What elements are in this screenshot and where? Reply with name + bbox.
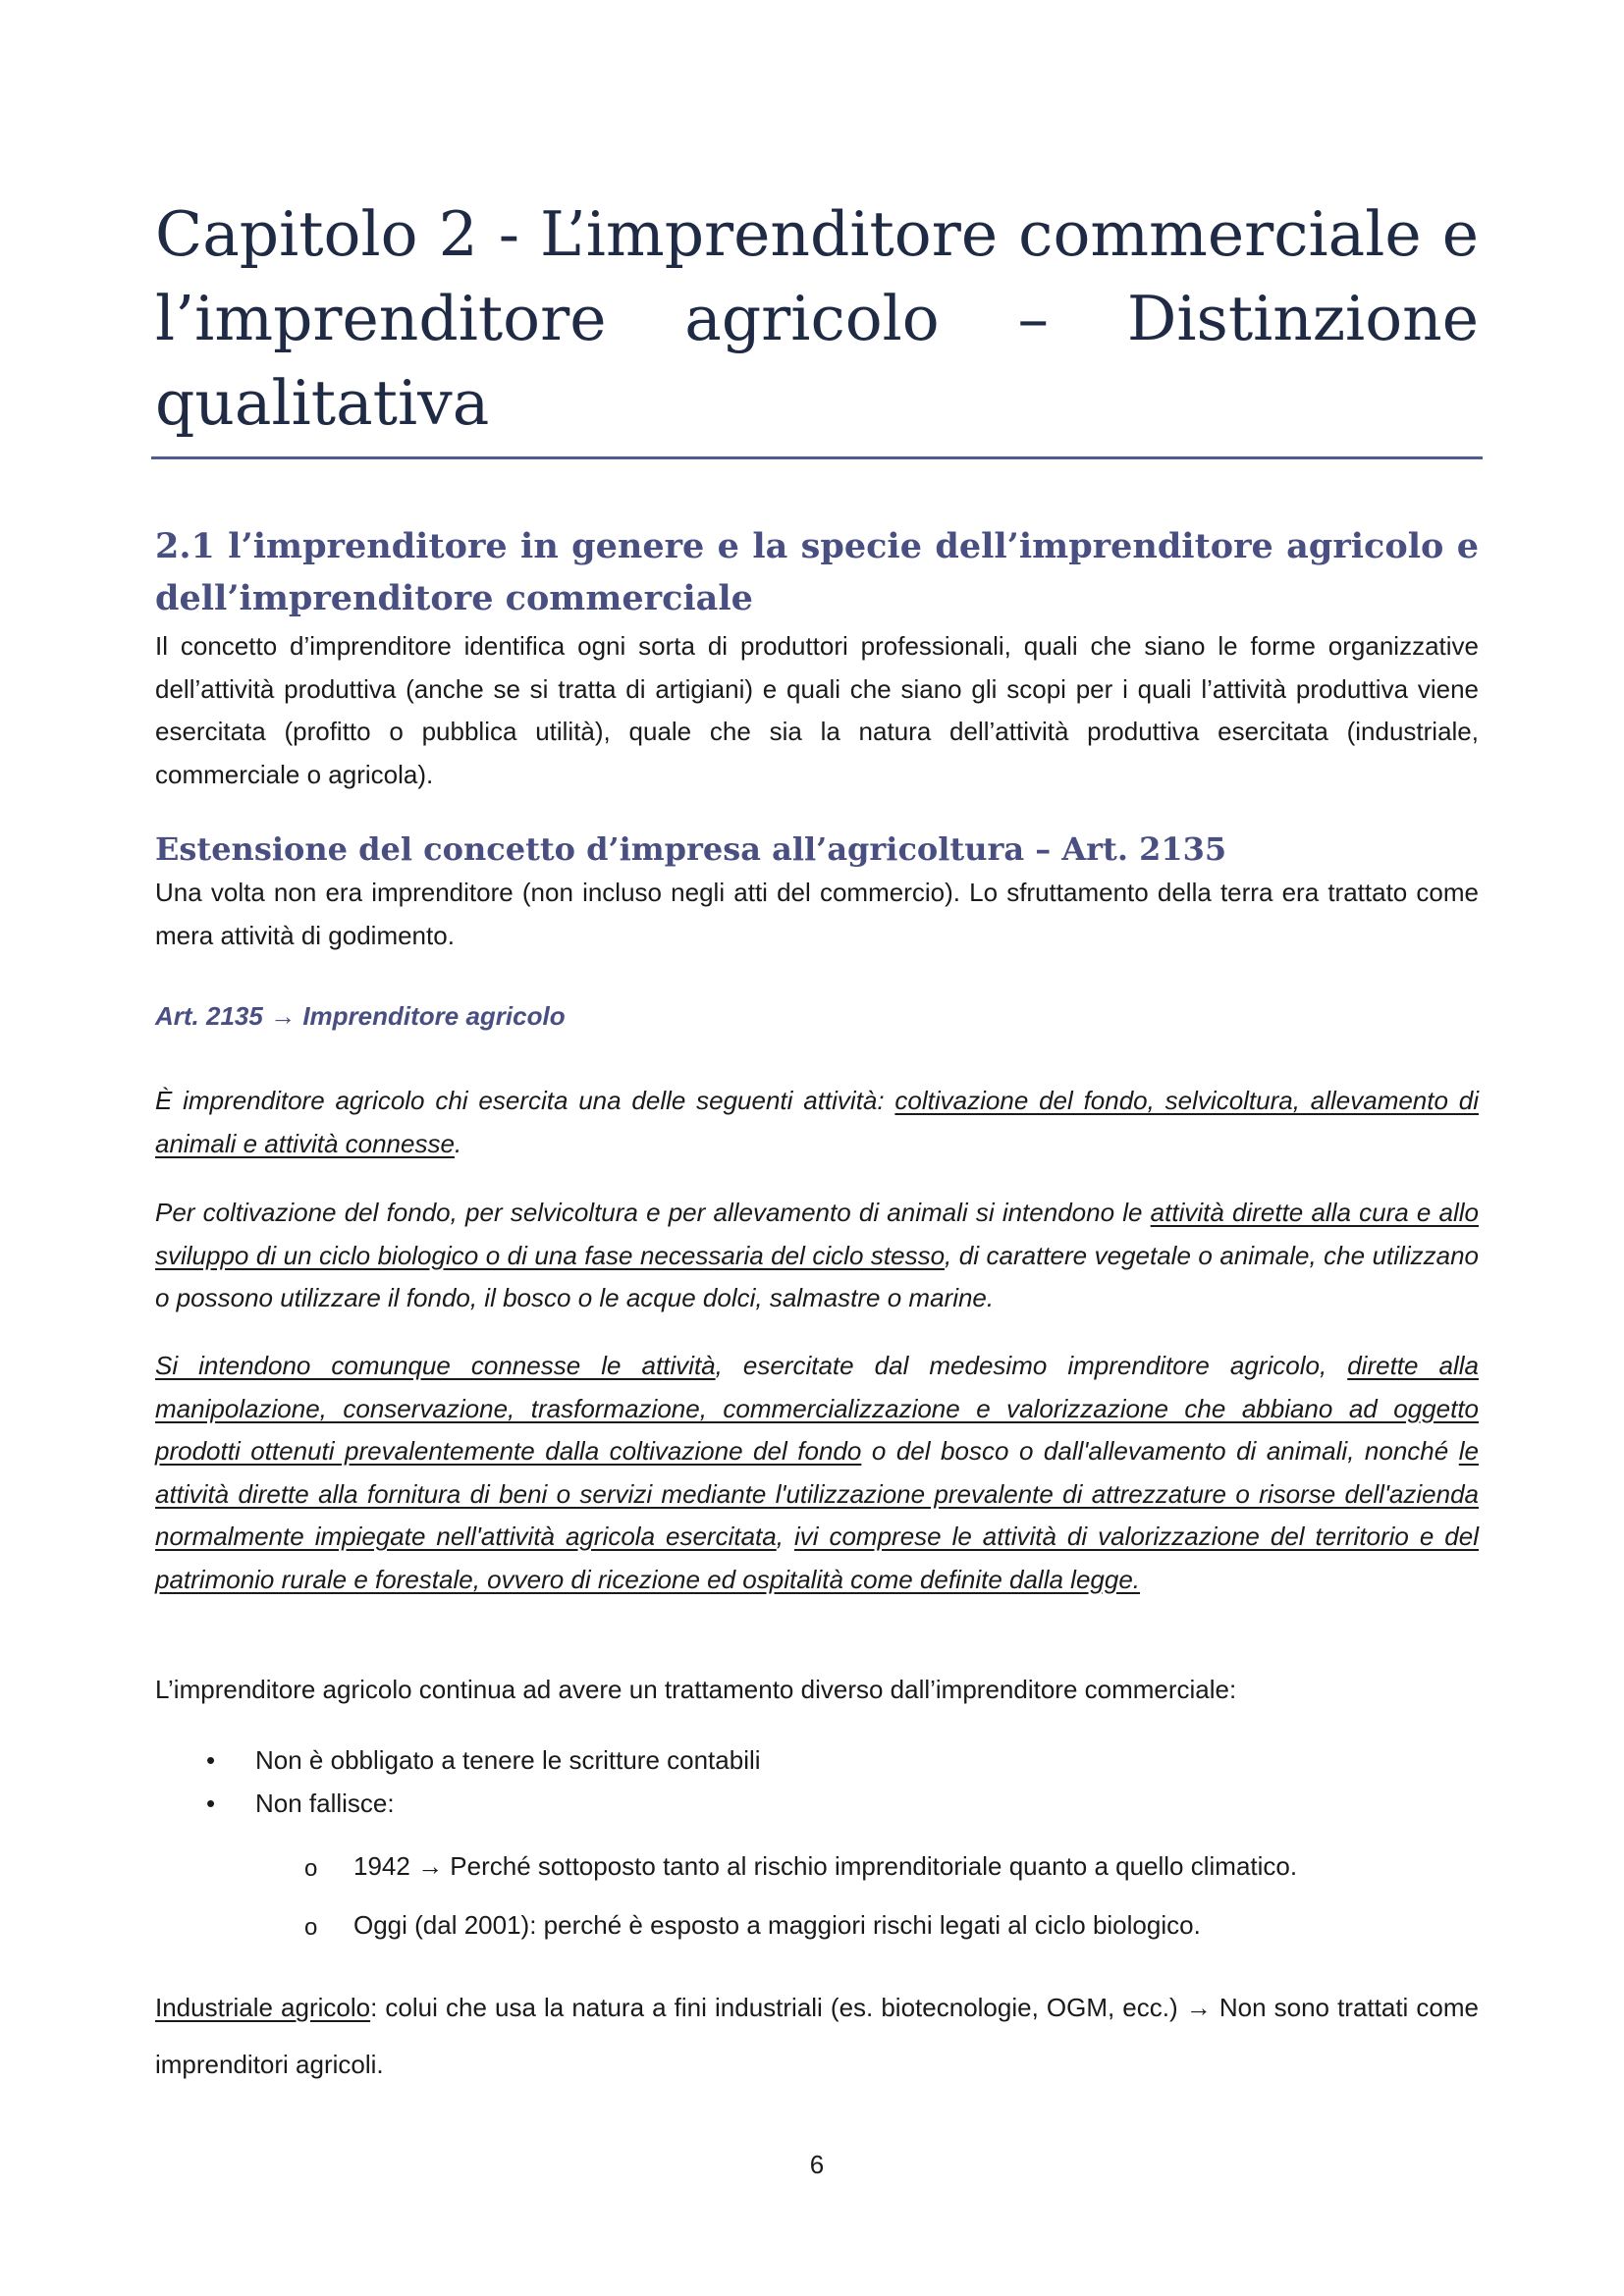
bullet-icon: • — [206, 1745, 216, 1775]
article-para3-text-2: o del bosco o dall'allevamento di animali, nonché — [861, 1436, 1459, 1466]
sub-list-item-text: Oggi (dal 2001): perché è esposto a maggiori rischi legati al ciclo biologico. — [353, 1910, 1201, 1940]
sub-list-item — [155, 1904, 1479, 1947]
chapter-title: Capitolo 2 - L’imprenditore commerciale e l’imprenditore agricolo – Distinzione qualitativa — [155, 198, 1479, 439]
article-label: Imprenditore agricolo — [302, 1001, 566, 1031]
industrial-term: Industriale agricolo — [155, 1993, 371, 2022]
article-heading — [155, 996, 566, 1036]
list-item — [155, 1783, 1479, 1825]
list-item-text: Non è obbligato a tenere le scritture contabili — [255, 1745, 761, 1775]
circle-bullet-icon: o — [304, 1914, 318, 1941]
article-paragraph-3 — [155, 1345, 1479, 1601]
sub-list-item — [155, 1845, 1479, 1888]
sub-list-item-text: 1942 → Perché sottoposto tanto al rischio imprenditoriale quanto a quello climatico. — [353, 1851, 1298, 1881]
list-item-text: Non fallisce: — [255, 1789, 395, 1818]
section-paragraph: Il concetto d’imprenditore identifica ogni sorta di produttori professionali, quali che siano le forme organizzative dell’attività produttiva (anche se si tratta di artigiani) e quali che siano gli scopi per i quali l’attività produttiva viene esercitata (profitto o pubblica utilità), quale che sia la natura dell’attività produttiva esercitata (industriale, commerciale o agricola). — [155, 631, 1479, 789]
article-ref: Art. 2135 — [155, 1001, 263, 1031]
circle-bullet-icon: o — [304, 1855, 318, 1882]
article-para2-tail: , di carattere vegetale o animale, che utilizzano o possono utilizzare il fondo, il bosco o le acque dolci, salmastre o marine. — [155, 1240, 1479, 1312]
article-paragraph-1 — [155, 1080, 1479, 1165]
title-underline-rule — [151, 456, 1483, 459]
industrial-text: : colui che usa la natura a fini industriali (es. biotecnologie, OGM, ecc.) → Non sono trattati come imprenditori agricoli. — [155, 1993, 1479, 2079]
page-number: 6 — [809, 2150, 825, 2179]
article-para3-underlined-4: ivi comprese le attività di valorizzazione del territorio e del patrimonio rurale e forestale, ovvero di ricezione ed ospitalità come definite dalla legge. — [155, 1522, 1479, 1594]
subsection-title: Estensione del concetto d’impresa all’agricoltura – Art. 2135 — [155, 830, 1227, 868]
article-para3-text-1: , esercitate dal medesimo imprenditore agricolo, — [715, 1351, 1348, 1380]
section-title: 2.1 l’imprenditore in genere e la specie dell’imprenditore agricolo e dell’imprenditore commerciale — [155, 526, 1479, 618]
industrial-note — [155, 1979, 1479, 2093]
list-item — [155, 1739, 1479, 1782]
arrow-right-icon: → — [270, 1001, 297, 1031]
article-para1-underlined: coltivazione del fondo, selvicoltura, allevamento di animali e attività connesse — [155, 1086, 1479, 1158]
article-paragraph-2 — [155, 1192, 1479, 1320]
article-para3-underlined-3: le attività dirette alla fornitura di beni o servizi mediante l'utilizzazione prevalente di attrezzature o risorse dell'azienda normalmente impiegate nell'attività agricola esercitata — [155, 1436, 1479, 1551]
article-para3-underlined-2: dirette alla manipolazione, conservazione, trasformazione, commercializzazione e valorizzazione che abbiano ad oggetto prodotti ottenuti prevalentemente dalla coltivazione del fondo — [155, 1351, 1479, 1466]
article-para2-underlined: attività dirette alla cura e allo sviluppo di un ciclo biologico o di una fase necessaria del ciclo stesso — [155, 1198, 1479, 1270]
article-para1-tail: . — [454, 1128, 462, 1158]
article-para1-lead: È imprenditore agricolo chi esercita una delle seguenti attività: — [155, 1086, 895, 1115]
article-para3-underlined-1: Si intendono comunque connesse le attività — [155, 1351, 716, 1380]
subsection-paragraph: Una volta non era imprenditore (non incluso negli atti del commercio). Lo sfruttamento della terra era trattato come mera attività di godimento. — [155, 878, 1479, 950]
bullet-icon: • — [206, 1789, 216, 1818]
article-para3-text-3: , — [776, 1522, 794, 1551]
comparison-intro: L’imprenditore agricolo continua ad avere un trattamento diverso dall’imprenditore commerciale: — [155, 1675, 1237, 1704]
article-para2-lead: Per coltivazione del fondo, per selvicoltura e per allevamento di animali si intendono le — [155, 1198, 1151, 1227]
